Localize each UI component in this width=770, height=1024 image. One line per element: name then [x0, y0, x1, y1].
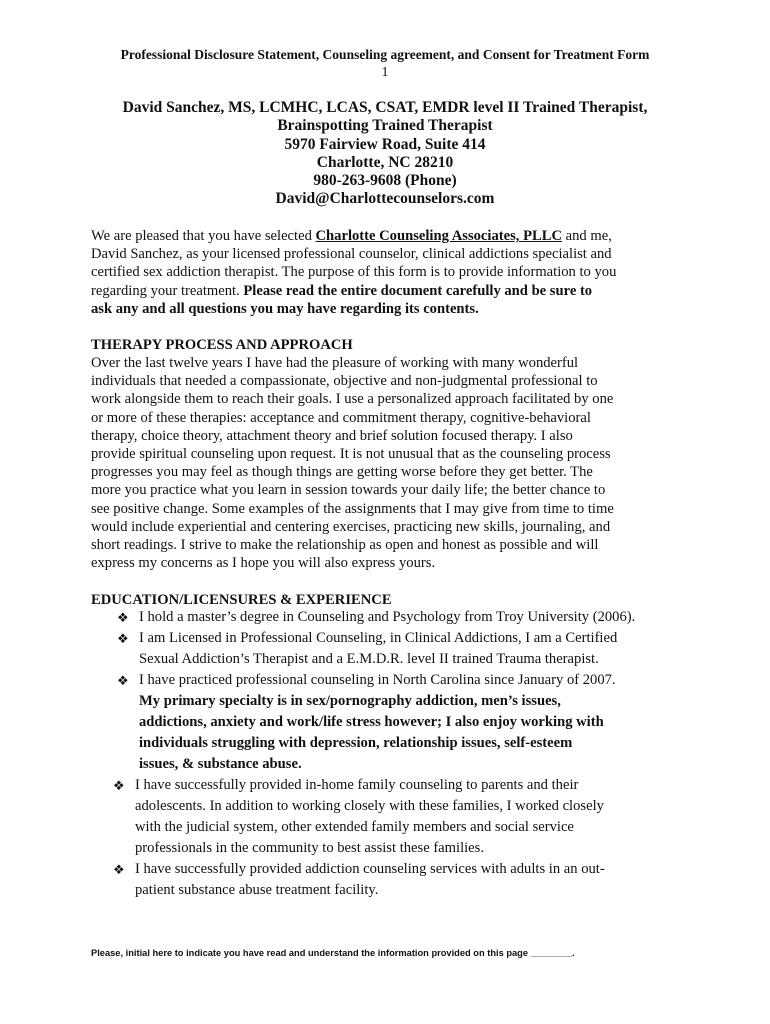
bullet-text-line: with the judicial system, other extended family members and social service: [135, 819, 574, 835]
bullet-emphasis-line: issues, & substance abuse.: [139, 756, 302, 772]
intro-line: David Sanchez, as your licensed professional counselor, clinical addictions specialist and: [91, 246, 612, 263]
therapy-line: express my concerns as I hope you will also express yours.: [91, 555, 436, 572]
therapy-line: work alongside them to reach their goals. I use a personalized approach facilitated by one: [91, 391, 614, 408]
office-phone: 980-263-9608 (Phone): [313, 172, 457, 190]
therapy-line: more you practice what you learn in session towards your daily life; the better chance to: [91, 482, 606, 499]
therapist-contact-block: [0, 99, 770, 209]
education-bullet-item: [117, 607, 635, 628]
practice-name-link: Charlotte Counseling Associates, PLLC: [315, 228, 562, 244]
bullet-text-line: Sexual Addiction’s Therapist and a E.M.D.R. level II trained Trauma therapist.: [139, 651, 599, 667]
therapy-line: short readings. I strive to make the relationship as open and honest as possible and will: [91, 536, 599, 553]
education-bullet-item: [113, 859, 605, 901]
education-bullet-item: [113, 775, 604, 859]
diamond-bullet-icon: ❖: [117, 631, 129, 646]
education-section-heading: EDUCATION/LICENSURES & EXPERIENCE: [91, 592, 392, 608]
bullet-text-line: I have successfully provided addiction counseling services with adults in an out-: [135, 861, 605, 877]
document-header-title: Professional Disclosure Statement, Counseling agreement, and Consent for Treatment Form: [120, 47, 650, 62]
therapy-line: individuals that needed a compassionate, objective and non-judgmental professional to: [91, 373, 598, 390]
intro-text: regarding your treatment.: [91, 282, 244, 299]
therapy-line: would include experiential and centering exercises, practicing new skills, journaling, and: [91, 518, 611, 535]
bullet-text-line: I hold a master’s degree in Counseling and Psychology from Troy University (2006).: [139, 609, 636, 625]
diamond-bullet-icon: ❖: [113, 778, 125, 793]
bullet-text-line: I am Licensed in Professional Counseling, in Clinical Addictions, I am a Certified: [139, 630, 618, 646]
office-street-address: 5970 Fairview Road, Suite 414: [284, 135, 486, 153]
office-city-state-zip: Charlotte, NC 28210: [316, 153, 454, 171]
therapy-line: progresses you may feel as though things are getting worse before they get better. The: [91, 464, 593, 481]
bullet-emphasis-line: addictions, anxiety and work/life stress however; I also enjoy working with: [139, 714, 604, 730]
bullet-text-line: I have successfully provided in-home family counseling to parents and their: [135, 777, 579, 793]
intro-text: and me,: [562, 228, 612, 244]
intro-line: certified sex addiction therapist. The purpose of this form is to provide information to you: [91, 264, 617, 281]
therapy-line: Over the last twelve years I have had the pleasure of working with many wonderful: [91, 355, 579, 371]
diamond-bullet-icon: ❖: [117, 610, 129, 625]
intro-emphasis: ask any and all questions you may have regarding its contents.: [91, 300, 479, 317]
therapy-line: provide spiritual counseling upon request. It is not unusual that as the counseling process: [91, 445, 611, 462]
therapist-name-credentials: David Sanchez, MS, LCMHC, LCAS, CSAT, EMDR level II Trained Therapist,: [122, 99, 648, 116]
therapy-section-heading: THERAPY PROCESS AND APPROACH: [91, 337, 353, 353]
diamond-bullet-icon: ❖: [113, 862, 125, 877]
bullet-emphasis-line: My primary specialty is in sex/pornography addiction, men’s issues,: [139, 693, 561, 709]
education-bullet-item: [117, 670, 616, 775]
bullet-text-line: patient substance abuse treatment facility.: [135, 882, 379, 898]
bullet-text-line: I have practiced professional counseling in North Carolina since January of 2007.: [139, 672, 616, 688]
office-email: David@Charlottecounselors.com: [275, 190, 495, 208]
bullet-text-line: professionals in the community to best assist these families.: [135, 840, 484, 856]
therapy-line: see positive change. Some examples of the assignments that I may give from time to time: [91, 500, 614, 517]
intro-text: We are pleased that you have selected: [91, 228, 316, 244]
education-bullet-item: [117, 628, 617, 670]
therapist-training: Brainspotting Trained Therapist: [277, 117, 493, 135]
diamond-bullet-icon: ❖: [117, 673, 129, 688]
page-number: 1: [381, 65, 389, 80]
therapy-line: or more of these therapies: acceptance and commitment therapy, cognitive-behavioral: [91, 409, 591, 426]
initial-here-footer: Please, initial here to indicate you have read and understand the information provided on this page ________.: [91, 948, 575, 958]
bullet-text-line: adolescents. In addition to working closely with these families, I worked closely: [135, 798, 604, 814]
therapy-paragraph: [91, 354, 691, 572]
bullet-emphasis-line: individuals struggling with depression, relationship issues, self-esteem: [139, 735, 573, 751]
intro-paragraph: [91, 227, 691, 318]
therapy-line: therapy, choice theory, attachment theory and brief solution focused therapy. I also: [91, 427, 573, 444]
intro-emphasis: Please read the entire document carefully and be sure to: [243, 282, 593, 299]
